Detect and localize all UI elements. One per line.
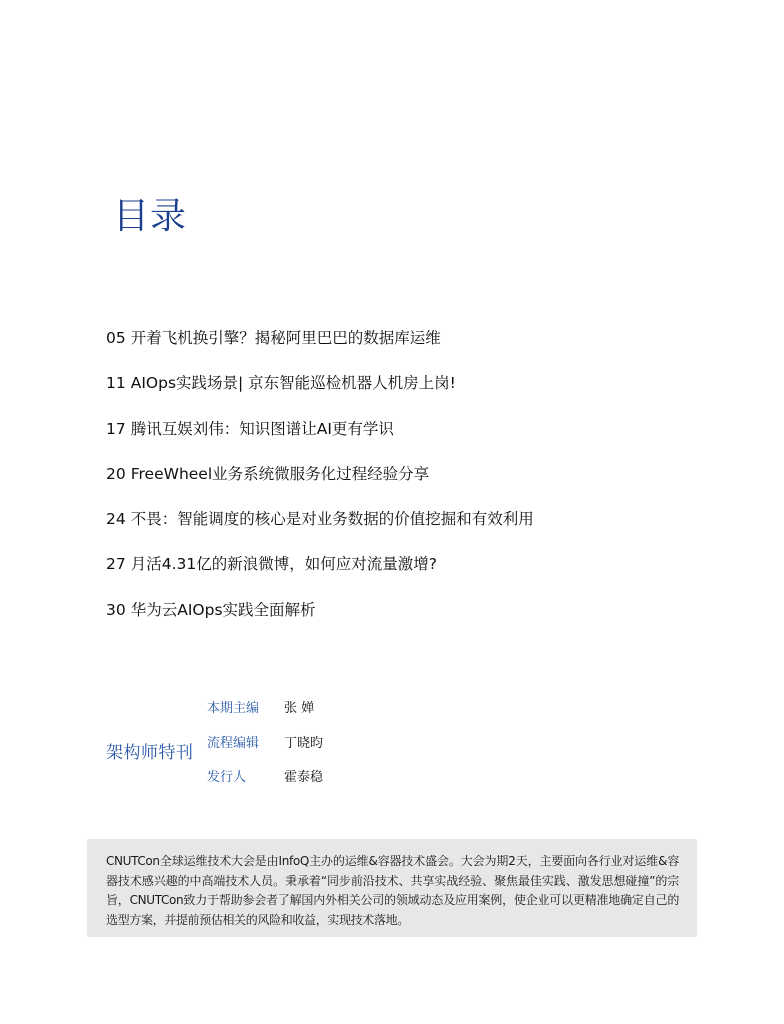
- toc-article-title: 不畏：智能调度的核心是对业务数据的价值挖掘和有效利用: [130, 510, 534, 529]
- toc-page-number: 20: [106, 464, 126, 483]
- credits: [207, 699, 323, 803]
- toc-item[interactable]: [106, 326, 534, 371]
- toc-page-number: 05: [106, 329, 126, 347]
- credit-row: [207, 734, 323, 769]
- toc-page-number: 11: [106, 374, 126, 393]
- toc-page-number: 24: [106, 510, 126, 529]
- credit-name: 张 婵: [284, 701, 315, 716]
- toc-item[interactable]: [106, 598, 534, 643]
- credit-role: 流程编辑: [207, 735, 260, 751]
- credit-row: [207, 768, 323, 803]
- conference-intro-text: CNUTCon全球运维技术大会是由InfoQ主办的运维&容器技术盛会。大会为期2天，主要面向各行业对运维&容器技术感兴趣的中高端技术人员。秉承着“同步前沿技术、共享实战经验、聚焦最佳实践、激发思想碰撞”的宗旨，CNUTCon致力于帮助参会者了解国内外相关公司的领域动态及应用案例，使企业可以更精准地确定自己的选型方案，并提前预估相关的风险和收益，实现技术落地。: [106, 854, 679, 927]
- toc-page-number: 17: [106, 419, 126, 438]
- toc-item[interactable]: [106, 417, 534, 462]
- toc-page-number: 27: [106, 555, 126, 574]
- toc-article-title: FreeWheel业务系统微服务化过程经验分享: [130, 464, 430, 483]
- toc-article-title: 腾讯互娱刘伟：知识图谱让AI更有学识: [130, 419, 394, 438]
- page-title: 目录: [113, 196, 188, 237]
- credit-row: [207, 699, 323, 734]
- toc-page-number: 30: [106, 600, 126, 619]
- toc-article-title: 月活4.31亿的新浪微博，如何应对流量激增?: [130, 555, 437, 574]
- toc-item[interactable]: [106, 462, 534, 507]
- credit-role: 发行人: [207, 770, 247, 785]
- edition-title: 架构师特刊: [106, 743, 194, 763]
- toc-article-title: 开着飞机换引擎？揭秘阿里巴巴的数据库运维: [130, 329, 441, 347]
- toc-article-title: AIOps实践场景| 京东智能巡检机器人机房上岗!: [130, 374, 456, 393]
- toc-item[interactable]: [106, 371, 534, 416]
- toc-article-title: 华为云AIOps实践全面解析: [130, 600, 316, 619]
- toc-item[interactable]: [106, 507, 534, 552]
- toc-item[interactable]: [106, 552, 534, 597]
- conference-intro-box: [87, 839, 697, 937]
- credit-name: 丁晓昀: [284, 735, 324, 751]
- credit-name: 霍泰稳: [284, 770, 324, 785]
- table-of-contents: [106, 326, 534, 643]
- credit-role: 本期主编: [207, 701, 260, 716]
